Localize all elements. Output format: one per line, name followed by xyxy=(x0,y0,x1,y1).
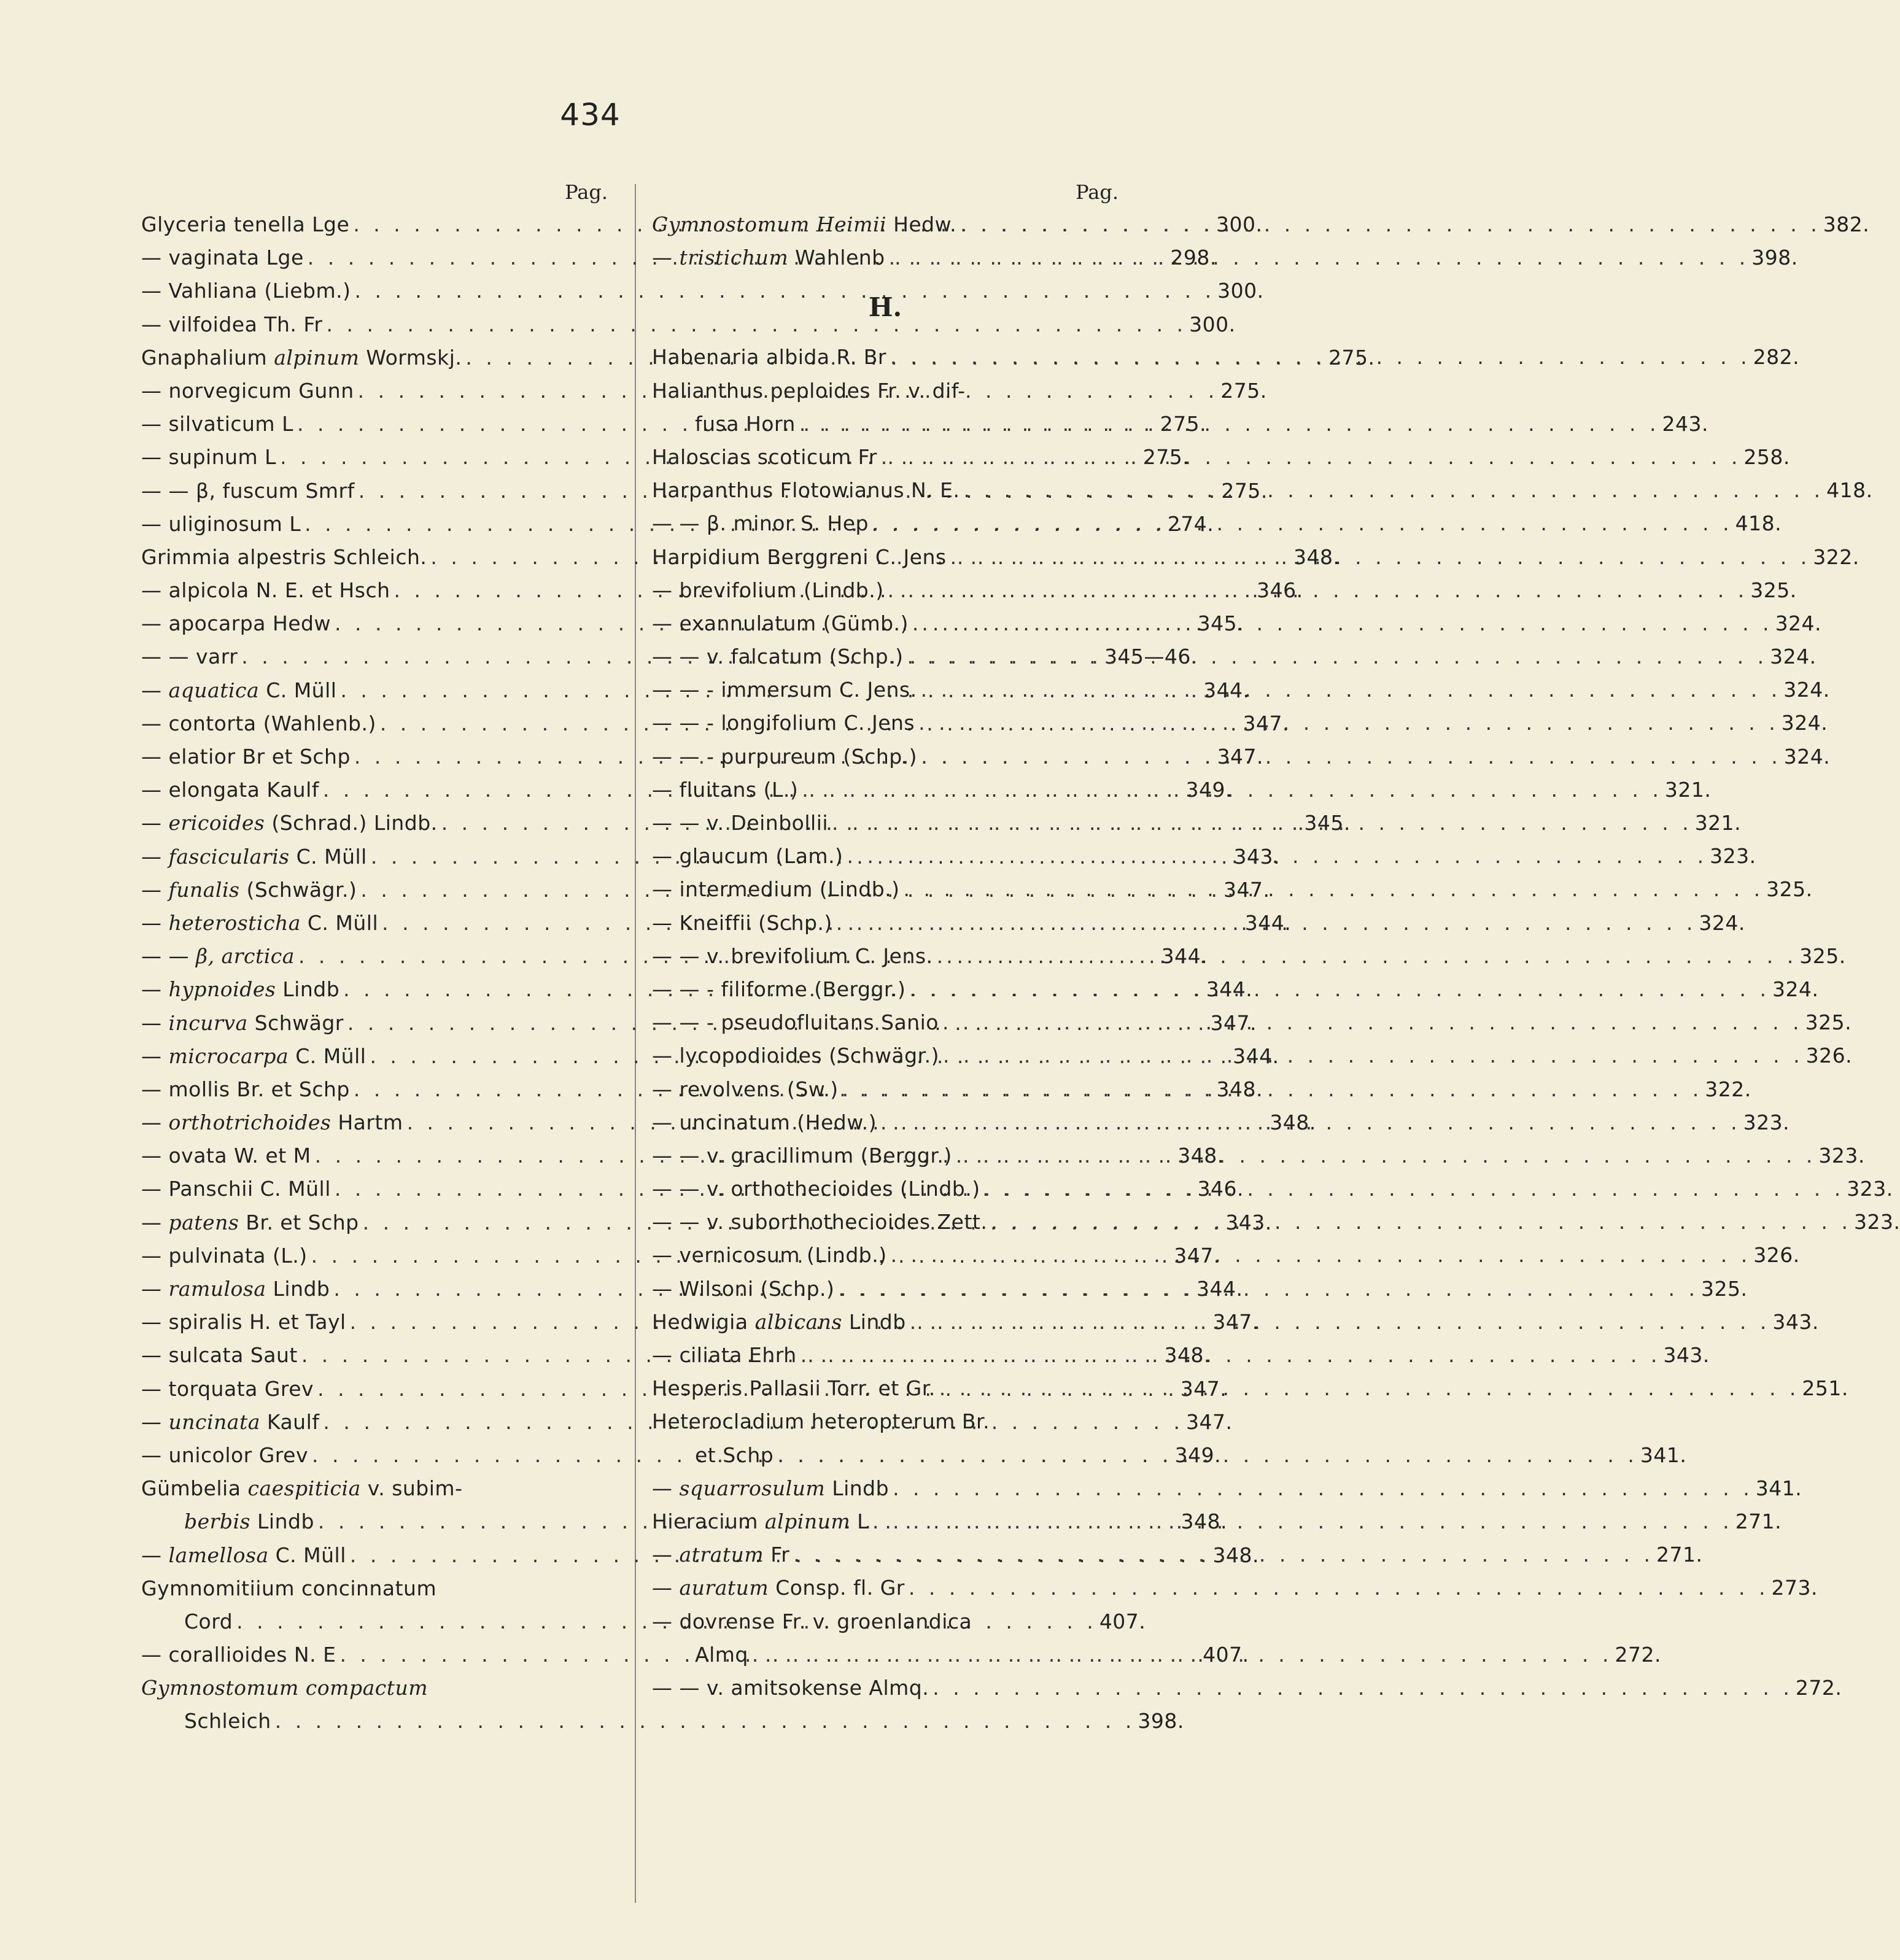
leader-dots xyxy=(939,1006,1803,1039)
entry-text: — funalis (Schwägr.) xyxy=(141,877,357,902)
entry-page-number: 348. xyxy=(1181,1509,1228,1534)
leader-dots xyxy=(885,241,1750,274)
entry-text: — fascicularis C. Müll xyxy=(141,844,367,869)
entry-page-number: 272. xyxy=(1615,1642,1661,1667)
entry-text: — — v. amitsokense Almq. xyxy=(652,1675,929,1700)
entry-text: — unicolor Grev xyxy=(141,1443,308,1467)
entry-text: — silvaticum L xyxy=(141,412,293,436)
entry-page-number: 343. xyxy=(1233,844,1280,869)
entry-page-number: 298. xyxy=(1170,246,1217,270)
entry-text: Gymnostomum compactum xyxy=(141,1676,428,1700)
entry-text: — ramulosa Lindb xyxy=(141,1277,330,1301)
entry-text: Gnaphalium alpinum Wormskj. xyxy=(141,345,462,370)
entry-text: — — - longifolium C. Jens xyxy=(652,711,915,735)
entry-page-number: 418. xyxy=(1735,511,1782,536)
leader-dots xyxy=(889,1472,1753,1505)
entry-page-number: 275. xyxy=(1328,345,1375,370)
leader-dots xyxy=(869,507,1733,540)
leader-dots xyxy=(960,474,1824,507)
entry-text: Harpidium Berggreni C. Jens xyxy=(652,544,947,569)
entry-text: — — β, fuscum Smrf xyxy=(141,478,355,503)
entry-page-number: 348. xyxy=(1270,1110,1316,1135)
pag-header-right: Pag. xyxy=(1076,180,1119,204)
entry-text: — ciliata Ehrh xyxy=(652,1343,797,1367)
entry-page-number: 347. xyxy=(1186,1409,1233,1434)
entry-text: — elongata Kaulf xyxy=(141,778,319,802)
leader-dots xyxy=(798,773,1662,807)
leader-dots xyxy=(797,1339,1661,1372)
entry-text: — — - pseudofluitans Sanio xyxy=(652,1010,939,1035)
entry-page-number: 275. xyxy=(1220,378,1267,403)
entry-text: — revolvens (Sw.) xyxy=(652,1077,839,1101)
entry-page-number: 258. xyxy=(1743,444,1790,469)
entry-text: — — β, arctica xyxy=(141,944,295,969)
leader-dots xyxy=(956,208,1821,241)
entry-text: — patens Br. et Schp xyxy=(141,1210,359,1234)
entry-text: Cord xyxy=(184,1609,233,1633)
entry-page-number: 322. xyxy=(1705,1077,1751,1101)
entry-page-number: 345. xyxy=(1197,611,1244,636)
entry-text: — Wilsoni (Schp.) xyxy=(652,1276,835,1301)
leader-dots xyxy=(906,1306,1770,1339)
entry-text: — — - filiforme (Berggr.) xyxy=(652,977,906,1001)
entry-text: — tristichum Wahlenb xyxy=(652,246,885,270)
entry-page-number: 398. xyxy=(1138,1709,1184,1733)
entry-text: — auratum Consp. fl. Gr xyxy=(652,1576,905,1600)
entry-text: — vilfoidea Th. Fr xyxy=(141,312,323,336)
leader-dots xyxy=(884,574,1748,607)
pag-header-left: Pag. xyxy=(565,180,608,204)
entry-page-number: 300. xyxy=(1216,212,1263,236)
entry-text: — Kneiffii (Schp.) xyxy=(652,910,832,935)
entry-page-number: 348. xyxy=(1164,1343,1211,1368)
entry-page-number: 343. xyxy=(1772,1309,1819,1334)
entry-text: — — v. gracillimum (Berggr.) xyxy=(652,1143,952,1168)
entry-text: — — v. orthothecioides (Lindb.) xyxy=(652,1177,980,1201)
entry-page-number: 407. xyxy=(1203,1643,1249,1667)
entry-text: — exannulatum (Gümb.) xyxy=(652,611,909,635)
entry-text: — ovata W. et M xyxy=(141,1144,311,1168)
leader-dots xyxy=(903,640,1767,673)
entry-page-number: 322. xyxy=(1813,544,1859,569)
entry-text: — dovrense Fr. v. groenlandica xyxy=(652,1609,972,1633)
leader-dots xyxy=(980,1172,1845,1206)
index-entry xyxy=(652,1605,1119,1638)
index-entry xyxy=(141,308,1236,341)
entry-text: — lamellosa C. Müll xyxy=(141,1543,346,1567)
entry-page-number: 418. xyxy=(1826,478,1873,503)
entry-page-number: 344. xyxy=(1206,977,1253,1002)
entry-page-number: 321. xyxy=(1694,811,1742,835)
entry-text: Harpanthus Flotowianus N. E. xyxy=(652,478,960,503)
entry-page-number: 271. xyxy=(1735,1509,1782,1533)
entry-page-number: 348. xyxy=(1177,1144,1224,1168)
entry-page-number: 341. xyxy=(1640,1443,1687,1467)
entry-text: — spiralis H. et Tayl xyxy=(141,1310,346,1334)
entry-page-number: 344. xyxy=(1203,678,1250,702)
entry-page-number: 347. xyxy=(1210,1010,1257,1035)
entry-text: — — v. falcatum (Schp.) xyxy=(652,645,904,669)
entry-page-number: 274. xyxy=(1167,511,1214,536)
entry-text: — apocarpa Hedw xyxy=(141,611,331,636)
entry-text: Halianthus peploides Fr. v. dif- xyxy=(652,378,966,403)
entry-page-number: 344. xyxy=(1233,1044,1279,1068)
entry-text: — microcarpa C. Müll xyxy=(141,1044,366,1068)
entry-text: Gümbelia caespiticia v. subim- xyxy=(141,1476,463,1501)
leader-dots xyxy=(832,907,1697,940)
entry-text: — atratum Fr xyxy=(652,1543,790,1567)
entry-page-number: 323. xyxy=(1743,1110,1790,1134)
leader-dots xyxy=(947,541,1811,574)
leader-dots xyxy=(877,441,1742,474)
entry-text: — — β. minor S. Hep xyxy=(652,511,869,536)
index-entry xyxy=(141,1705,1184,1738)
index-entry xyxy=(141,1572,608,1605)
entry-text: — corallioides N. E xyxy=(141,1643,336,1667)
entry-page-number: 347. xyxy=(1180,1376,1227,1401)
entry-text: Glyceria tenella Lge xyxy=(141,212,350,236)
entry-page-number: 347. xyxy=(1223,877,1270,902)
leader-dots xyxy=(748,1638,1613,1671)
entry-page-number: 347. xyxy=(1217,745,1264,769)
entry-text: — alpicola N. E. et Hsch xyxy=(141,578,390,603)
entry-text: — lycopodioides (Schwägr.) xyxy=(652,1044,940,1068)
entry-page-number: 346. xyxy=(1197,1177,1244,1201)
entry-page-number: 275. xyxy=(1142,445,1190,470)
entry-text: — ericoides (Schrad.) Lindb. xyxy=(141,811,438,835)
leader-dots xyxy=(905,1571,1769,1605)
entry-text: Schleich xyxy=(184,1709,271,1733)
index-entry xyxy=(141,1472,608,1505)
entry-page-number: 343. xyxy=(1225,1210,1272,1234)
entry-page-number: 324. xyxy=(1772,977,1819,1001)
leader-dots xyxy=(933,940,1797,973)
entry-text: — sulcata Saut xyxy=(141,1343,298,1368)
leader-dots xyxy=(886,341,1751,374)
entry-page-number: 398. xyxy=(1751,246,1798,270)
entry-text: — contorta (Wahlenb.) xyxy=(141,711,376,735)
entry-text: — elatior Br et Schp xyxy=(141,745,351,769)
entry-text: — Vahliana (Liebm.) xyxy=(141,279,351,303)
entry-text: Haloscias scoticum Fr xyxy=(652,444,877,469)
entry-text: — uncinatum (Hedw.) xyxy=(652,1110,877,1134)
leader-dots xyxy=(929,1671,1793,1705)
entry-text: Grimmia alpestris Schleich. xyxy=(141,544,427,569)
entry-page-number: 324. xyxy=(1770,645,1817,669)
entry-page-number: 349. xyxy=(1174,1443,1222,1467)
entry-page-number: 347. xyxy=(1174,1243,1220,1268)
entry-page-number: 321. xyxy=(1664,777,1712,802)
entry-page-number: 325. xyxy=(1799,943,1846,968)
leader-dots xyxy=(987,1206,1852,1239)
entry-page-number: 323. xyxy=(1847,1177,1893,1201)
leader-dots xyxy=(834,1272,1699,1306)
entry-page-number: 344. xyxy=(1244,910,1292,935)
entry-text: et Schp xyxy=(695,1443,774,1467)
entry-page-number: 324. xyxy=(1783,744,1831,769)
entry-text: — uliginosum L xyxy=(141,511,301,536)
entry-text: — pulvinata (L.) xyxy=(141,1243,308,1268)
entry-text: — vaginata Lge xyxy=(141,246,304,270)
entry-page-number: 324. xyxy=(1783,678,1830,702)
entry-page-number: 324. xyxy=(1781,711,1828,735)
entry-page-number: 407. xyxy=(1099,1609,1146,1633)
entry-text: — norvegicum Gunn xyxy=(141,378,354,403)
entry-text: — — v. brevifolium C. Jens. xyxy=(652,943,933,968)
entry-text: — torquata Grev xyxy=(141,1376,314,1401)
entry-text: — glaucum (Lam.) xyxy=(652,844,843,869)
entry-page-number: 348. xyxy=(1212,1543,1260,1567)
entry-page-number: 344. xyxy=(1161,944,1208,969)
leader-dots xyxy=(936,1372,1800,1405)
leader-dots xyxy=(774,1439,1638,1472)
leader-dots xyxy=(952,1139,1817,1172)
entry-text: — heterosticha C. Müll xyxy=(141,910,379,935)
leader-dots xyxy=(877,1106,1741,1139)
entry-text: — mollis Br. et Schp xyxy=(141,1077,350,1101)
entry-text: Hesperis Pallasii Torr. et Gr. xyxy=(652,1376,936,1401)
leader-dots xyxy=(917,673,1782,707)
leader-dots xyxy=(917,740,1782,773)
leader-dots xyxy=(796,408,1660,441)
entry-page-number: 300. xyxy=(1217,279,1264,303)
entry-page-number: 326. xyxy=(1753,1243,1800,1268)
entry-page-number: 251. xyxy=(1802,1376,1848,1401)
entry-page-number: 341. xyxy=(1755,1476,1802,1500)
entry-text: Hedwigia albicans Lindb xyxy=(652,1309,906,1334)
entry-text: — — varr xyxy=(141,645,238,669)
entry-page-number: 271. xyxy=(1656,1543,1703,1567)
entry-page-number: 348. xyxy=(1293,544,1340,569)
index-entry xyxy=(652,374,1119,408)
page-number: 434 xyxy=(560,97,621,133)
entry-page-number: 300. xyxy=(1189,312,1236,336)
entry-text: — aquatica C. Müll xyxy=(141,678,337,702)
entry-text: Almq xyxy=(695,1642,748,1667)
leader-dots xyxy=(909,607,1773,640)
entry-text: Gymnomitiium concinnatum xyxy=(141,1576,437,1600)
entry-page-number: 345—46. xyxy=(1104,645,1198,669)
index-entry xyxy=(141,1671,608,1705)
entry-text: — fluitans (L.) xyxy=(652,777,799,802)
entry-page-number: 325. xyxy=(1701,1276,1748,1301)
entry-text: fusa Horn xyxy=(695,411,796,436)
leader-dots xyxy=(905,973,1770,1006)
entry-page-number: 272. xyxy=(1795,1675,1842,1700)
leader-dots xyxy=(939,1039,1804,1072)
leader-dots xyxy=(828,807,1693,840)
index-entry xyxy=(652,1472,1802,1505)
entry-page-number: 325. xyxy=(1750,578,1797,602)
entry-page-number: 323. xyxy=(1853,1210,1900,1234)
entry-text: — supinum L xyxy=(141,445,277,470)
entry-page-number: 346. xyxy=(1257,578,1303,603)
entry-page-number: 323. xyxy=(1710,844,1756,869)
index-entry xyxy=(652,1671,1842,1705)
entry-page-number: 282. xyxy=(1753,345,1800,370)
entry-page-number: 325. xyxy=(1805,1010,1852,1035)
entry-text: — incurva Schwägr xyxy=(141,1010,344,1035)
entry-page-number: 347. xyxy=(1212,1310,1259,1334)
entry-text: Gymnostomum Heimii Hedw. xyxy=(652,212,957,236)
index-entry xyxy=(652,1571,1818,1605)
entry-text: — brevifolium (Lindb.) xyxy=(652,578,884,602)
entry-text: — uncinata Kaulf xyxy=(141,1409,320,1434)
leader-dots xyxy=(843,840,1707,873)
section-heading: H. xyxy=(868,292,902,323)
entry-page-number: 324. xyxy=(1775,611,1822,635)
entry-page-number: 243. xyxy=(1662,411,1708,436)
entry-text: Hieracium alpinum L xyxy=(652,1509,869,1533)
entry-page-number: 345. xyxy=(1304,811,1351,835)
entry-page-number: 347. xyxy=(1243,711,1289,735)
leader-dots xyxy=(789,1538,1654,1571)
entry-page-number: 325. xyxy=(1766,877,1813,902)
entry-text: — — v. suborthothecioides Zett. xyxy=(652,1210,988,1234)
index-entry xyxy=(141,274,1264,308)
entry-page-number: 344. xyxy=(1196,1277,1243,1301)
entry-text: — Panschii C. Müll xyxy=(141,1177,331,1201)
entry-page-number: 348. xyxy=(1216,1077,1263,1101)
entry-page-number: 323. xyxy=(1818,1143,1865,1168)
leader-dots xyxy=(869,1505,1733,1538)
leader-dots xyxy=(839,1073,1703,1106)
entry-text: berbis Lindb xyxy=(184,1509,314,1534)
entry-text: — vernicosum (Lindb.) xyxy=(652,1243,887,1268)
entry-page-number: 275. xyxy=(1221,478,1268,503)
entry-text: — — - purpureum (Schp.) xyxy=(652,744,918,769)
entry-page-number: 326. xyxy=(1805,1044,1853,1068)
entry-page-number: 275. xyxy=(1160,412,1207,436)
entry-page-number: 382. xyxy=(1823,212,1870,236)
entry-page-number: 343. xyxy=(1663,1343,1710,1367)
entry-page-number: 324. xyxy=(1699,910,1745,935)
entry-text: — orthotrichoides Hartm xyxy=(141,1110,403,1135)
leader-dots xyxy=(271,1705,1136,1738)
entry-text: — — v. Deinbollii xyxy=(652,811,829,835)
leader-dots xyxy=(887,1239,1751,1272)
entry-text: — hypnoides Lindb xyxy=(141,977,340,1002)
entry-text: — — - immersum C. Jens. xyxy=(652,678,917,702)
index-entry xyxy=(652,1405,1119,1438)
leader-dots xyxy=(915,707,1779,740)
leader-dots xyxy=(900,873,1764,906)
entry-text: Heterocladium heteropterum Br. xyxy=(652,1409,990,1434)
entry-text: — squarrosulum Lindb xyxy=(652,1476,890,1500)
entry-text: — intermedium (Lindb.) xyxy=(652,877,900,902)
entry-page-number: 273. xyxy=(1771,1576,1818,1600)
entry-page-number: 349. xyxy=(1185,778,1232,802)
entry-text: Habenaria albida R. Br xyxy=(652,345,886,370)
